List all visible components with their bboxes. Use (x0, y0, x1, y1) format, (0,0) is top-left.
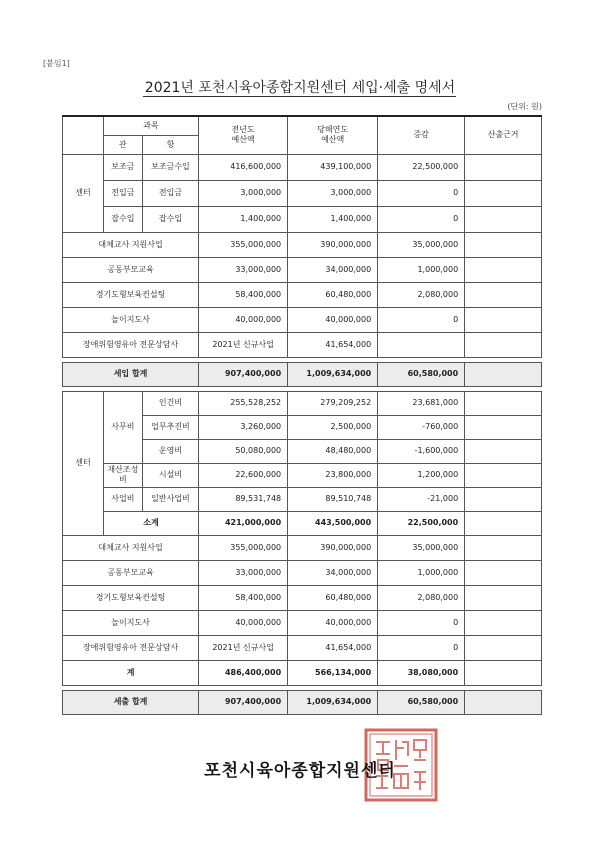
basis-cell (465, 511, 542, 535)
diff-cell: 0 (378, 206, 465, 232)
issuer-name: 포천시육아종합지원센터 (204, 761, 396, 781)
diff-cell: -760,000 (378, 415, 465, 439)
basis-cell (465, 415, 542, 439)
prev-cell: 40,000,000 (199, 307, 288, 332)
sum-row (63, 660, 542, 685)
curr-cell: 41,654,000 (288, 635, 378, 660)
basis-cell (465, 560, 542, 585)
curr-cell: 443,500,000 (288, 511, 378, 535)
revenue-center-label: 센터 (63, 154, 104, 232)
diff-cell: 0 (378, 610, 465, 635)
prev-cell: 255,528,252 (199, 391, 288, 415)
diff-cell: -1,600,000 (378, 439, 465, 463)
hang-cell: 시설비 (142, 463, 198, 487)
curr-cell: 390,000,000 (288, 232, 378, 257)
prev-cell: 2021년 신규사업 (199, 332, 288, 357)
diff-cell: 0 (378, 180, 465, 206)
program-name: 경기도형보육컨설팅 (63, 282, 199, 307)
program-name: 장애위험영유아 전문상담사 (63, 332, 199, 357)
prev-cell: 907,400,000 (199, 690, 288, 714)
prev-cell: 3,260,000 (199, 415, 288, 439)
curr-cell: 23,800,000 (288, 463, 378, 487)
curr-cell: 1,009,634,000 (288, 362, 378, 386)
diff-cell: 2,080,000 (378, 282, 465, 307)
total-label: 세출 합계 (63, 690, 199, 714)
table-row (63, 180, 542, 206)
diff-cell: 0 (378, 307, 465, 332)
diff-cell: 23,681,000 (378, 391, 465, 415)
diff-cell: 1,000,000 (378, 560, 465, 585)
program-name: 놀이지도사 (63, 610, 199, 635)
hang-cell: 일반사업비 (142, 487, 198, 511)
basis-cell (465, 585, 542, 610)
table-row (63, 610, 542, 635)
curr-cell: 60,480,000 (288, 282, 378, 307)
basis-cell (465, 690, 542, 714)
kwan-cell: 사업비 (103, 487, 142, 511)
curr-cell: 89,510,748 (288, 487, 378, 511)
program-name: 장애위험영유아 전문상담사 (63, 635, 199, 660)
prev-cell: 33,000,000 (199, 560, 288, 585)
table-row (63, 487, 542, 511)
header-curr-year: 당해연도 예산액 (288, 116, 378, 154)
diff-cell: 35,000,000 (378, 232, 465, 257)
prev-cell: 40,000,000 (199, 610, 288, 635)
curr-cell: 3,000,000 (288, 180, 378, 206)
diff-cell: 60,580,000 (378, 690, 465, 714)
diff-cell: 0 (378, 635, 465, 660)
hang-cell: 운영비 (142, 439, 198, 463)
prev-cell: 50,080,000 (199, 439, 288, 463)
table-row (63, 257, 542, 282)
diff-cell: 35,000,000 (378, 535, 465, 560)
table-row (63, 307, 542, 332)
document-title: 2021년 포천시육아종합지원센터 세입·세출 명세서 (144, 80, 456, 96)
basis-cell (465, 332, 542, 357)
curr-cell: 1,009,634,000 (288, 690, 378, 714)
prev-cell: 907,400,000 (199, 362, 288, 386)
basis-cell (465, 307, 542, 332)
prev-cell: 416,600,000 (199, 154, 288, 180)
table-row (63, 282, 542, 307)
curr-cell: 439,100,000 (288, 154, 378, 180)
basis-cell (465, 487, 542, 511)
program-name: 대체교사 지원사업 (63, 232, 199, 257)
title-underline (143, 96, 456, 97)
basis-cell (465, 206, 542, 232)
subtotal-label: 소계 (103, 511, 198, 535)
program-name: 놀이지도사 (63, 307, 199, 332)
prev-cell: 2021년 신규사업 (199, 635, 288, 660)
curr-cell: 390,000,000 (288, 535, 378, 560)
diff-cell: 38,080,000 (378, 660, 465, 685)
prev-cell: 1,400,000 (199, 206, 288, 232)
header-blank (63, 116, 104, 154)
hang-cell: 업무추진비 (142, 415, 198, 439)
attachment-label: [붙임1] (43, 59, 70, 68)
hang-cell: 인건비 (142, 391, 198, 415)
header-prev-year: 전년도 예산액 (199, 116, 288, 154)
prev-cell: 58,400,000 (199, 282, 288, 307)
header-subject: 과목 (103, 116, 198, 135)
revenue-total-row (63, 362, 542, 386)
program-name: 대체교사 지원사업 (63, 535, 199, 560)
table-row (63, 635, 542, 660)
expenditure-center-label: 센터 (63, 391, 104, 535)
diff-cell: 2,080,000 (378, 585, 465, 610)
header-kwan: 관 (103, 135, 142, 154)
basis-cell (465, 362, 542, 386)
program-name: 공동부모교육 (63, 257, 199, 282)
diff-cell: -21,000 (378, 487, 465, 511)
curr-cell: 41,654,000 (288, 332, 378, 357)
table-row (63, 154, 542, 180)
basis-cell (465, 439, 542, 463)
prev-cell: 33,000,000 (199, 257, 288, 282)
diff-cell: 1,200,000 (378, 463, 465, 487)
basis-cell (465, 232, 542, 257)
diff-cell: 1,000,000 (378, 257, 465, 282)
table-row (63, 535, 542, 560)
basis-cell (465, 257, 542, 282)
basis-cell (465, 610, 542, 635)
header-change: 증감 (378, 116, 465, 154)
budget-table (62, 115, 542, 715)
header-basis: 산출근거 (465, 116, 542, 154)
subtotal-row (63, 511, 542, 535)
table-row (63, 391, 542, 415)
basis-cell (465, 282, 542, 307)
basis-cell (465, 660, 542, 685)
kwan-cell: 재산조성비 (103, 463, 142, 487)
program-name: 공동부모교육 (63, 560, 199, 585)
basis-cell (465, 635, 542, 660)
prev-cell: 355,000,000 (199, 535, 288, 560)
table-row (63, 585, 542, 610)
curr-cell: 60,480,000 (288, 585, 378, 610)
kwan-cell: 잡수입 (103, 206, 142, 232)
prev-cell: 421,000,000 (199, 511, 288, 535)
prev-cell: 486,400,000 (199, 660, 288, 685)
prev-cell: 89,531,748 (199, 487, 288, 511)
table-row (63, 560, 542, 585)
basis-cell (465, 463, 542, 487)
prev-cell: 3,000,000 (199, 180, 288, 206)
expenditure-total-row (63, 690, 542, 714)
basis-cell (465, 180, 542, 206)
hang-cell: 잡수입 (142, 206, 198, 232)
prev-cell: 58,400,000 (199, 585, 288, 610)
curr-cell: 279,209,252 (288, 391, 378, 415)
office-label: 사무비 (103, 391, 142, 463)
hang-cell: 보조금수입 (142, 154, 198, 180)
basis-cell (465, 535, 542, 560)
program-name: 경기도형보육컨설팅 (63, 585, 199, 610)
table-row (63, 206, 542, 232)
curr-cell: 2,500,000 (288, 415, 378, 439)
table-row (63, 332, 542, 357)
curr-cell: 1,400,000 (288, 206, 378, 232)
kwan-cell: 전입금 (103, 180, 142, 206)
kwan-cell: 보조금 (103, 154, 142, 180)
prev-cell: 22,600,000 (199, 463, 288, 487)
unit-label: (단위: 원) (507, 102, 542, 111)
table-row (63, 463, 542, 487)
table-row (63, 232, 542, 257)
curr-cell: 40,000,000 (288, 307, 378, 332)
basis-cell (465, 391, 542, 415)
curr-cell: 48,480,000 (288, 439, 378, 463)
prev-cell: 355,000,000 (199, 232, 288, 257)
curr-cell: 34,000,000 (288, 257, 378, 282)
sum-label: 계 (63, 660, 199, 685)
diff-cell: 22,500,000 (378, 154, 465, 180)
curr-cell: 34,000,000 (288, 560, 378, 585)
hang-cell: 전입금 (142, 180, 198, 206)
curr-cell: 40,000,000 (288, 610, 378, 635)
diff-cell: 60,580,000 (378, 362, 465, 386)
diff-cell (378, 332, 465, 357)
total-label: 세입 합계 (63, 362, 199, 386)
curr-cell: 566,134,000 (288, 660, 378, 685)
header-hang: 항 (142, 135, 198, 154)
basis-cell (465, 154, 542, 180)
diff-cell: 22,500,000 (378, 511, 465, 535)
